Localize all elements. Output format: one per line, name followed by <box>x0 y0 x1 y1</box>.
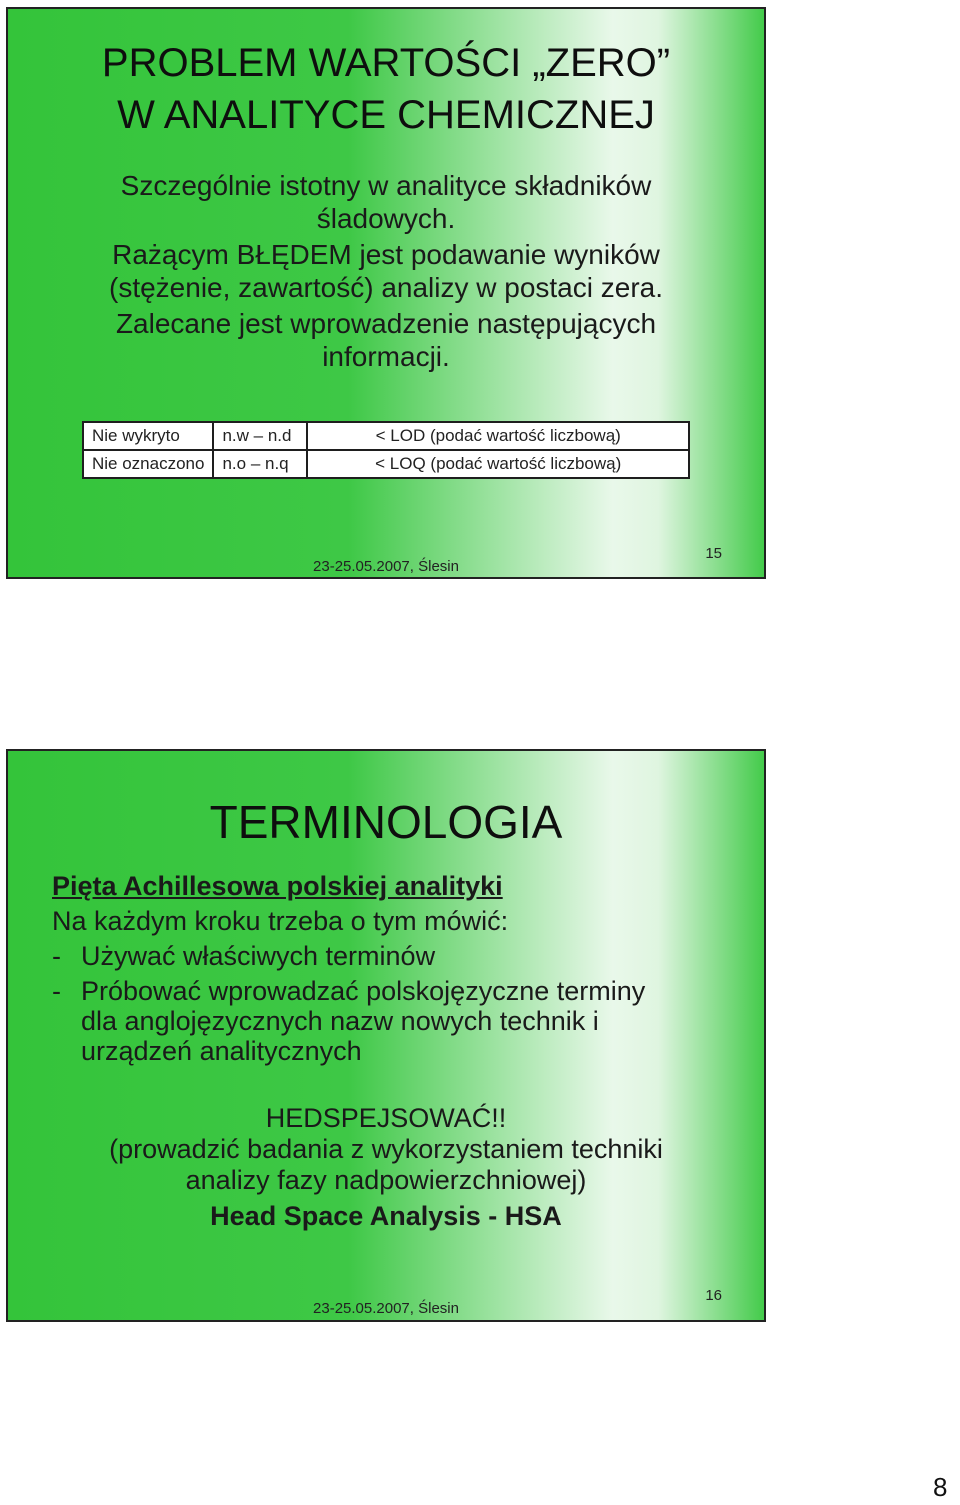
slide-conclusion <box>8 1103 764 1232</box>
bullet-text <box>81 941 435 971</box>
notation-table <box>82 421 690 479</box>
slide-footer-date: 23-25.05.2007, Ślesin <box>313 1300 459 1317</box>
bullet-item <box>52 941 754 971</box>
title-line: PROBLEM WARTOŚCI „ZERO” <box>101 41 671 85</box>
bullet-line: urządzeń analitycznych <box>81 1036 362 1066</box>
paragraph <box>8 307 764 373</box>
paragraph-line: Szczególnie istotny w analityce składników <box>120 170 652 201</box>
bullet-dash: - <box>52 941 61 971</box>
table-cell: n.w – n.d <box>213 422 307 450</box>
slide-16 <box>6 749 766 1322</box>
page-number: 8 <box>933 1472 948 1502</box>
explanation-line: analizy fazy nadpowierzchniowej) <box>185 1165 587 1195</box>
slide-number: 16 <box>705 1287 722 1304</box>
bullet-text <box>81 976 645 1066</box>
table-cell: n.o – n.q <box>213 450 307 478</box>
bullet-line: Próbować wprowadzać polskojęzyczne terminy <box>81 976 646 1006</box>
slide-title <box>8 37 764 141</box>
bullet-dash: - <box>52 976 61 1006</box>
hedspejsowac-text: HEDSPEJSOWAĆ!! <box>265 1103 507 1133</box>
paragraph-line: (stężenie, zawartość) analizy w postaci zera. <box>109 272 663 303</box>
slide-15 <box>6 7 766 579</box>
bullet-line: dla anglojęzycznych nazw nowych technik i <box>81 1006 599 1036</box>
title-line: W ANALITYCE CHEMICZNEJ <box>117 93 655 137</box>
slide-body <box>8 169 764 376</box>
paragraph-line: Zalecane jest wprowadzenie następujących <box>115 308 657 339</box>
slide-footer-date: 23-25.05.2007, Ślesin <box>313 558 459 575</box>
table-row <box>83 422 689 450</box>
paragraph <box>8 238 764 304</box>
slide-number: 15 <box>705 545 722 562</box>
slide-body <box>52 871 754 1071</box>
table-row <box>83 450 689 478</box>
paragraph-line: informacji. <box>322 341 450 372</box>
paragraph-line: śladowych. <box>316 203 456 234</box>
subheading: Pięta Achillesowa polskiej analityki <box>52 871 503 901</box>
hsa-text: Head Space Analysis - HSA <box>210 1201 562 1231</box>
bullet-item <box>52 976 754 1066</box>
paragraph <box>8 169 764 235</box>
bullet-line: Używać właściwych terminów <box>81 941 436 971</box>
table-cell: < LOD (podać wartość liczbową) <box>307 422 689 450</box>
paragraph-line: Rażącym BŁĘDEM jest podawanie wyników <box>112 239 660 270</box>
table-cell: Nie oznaczono <box>83 450 213 478</box>
explanation-line: (prowadzić badania z wykorzystaniem techniki <box>109 1134 663 1164</box>
table-cell: Nie wykryto <box>83 422 213 450</box>
intro-line: Na każdym kroku trzeba o tym mówić: <box>52 906 509 936</box>
slide-title: TERMINOLOGIA <box>209 796 563 848</box>
table-cell: < LOQ (podać wartość liczbową) <box>307 450 689 478</box>
